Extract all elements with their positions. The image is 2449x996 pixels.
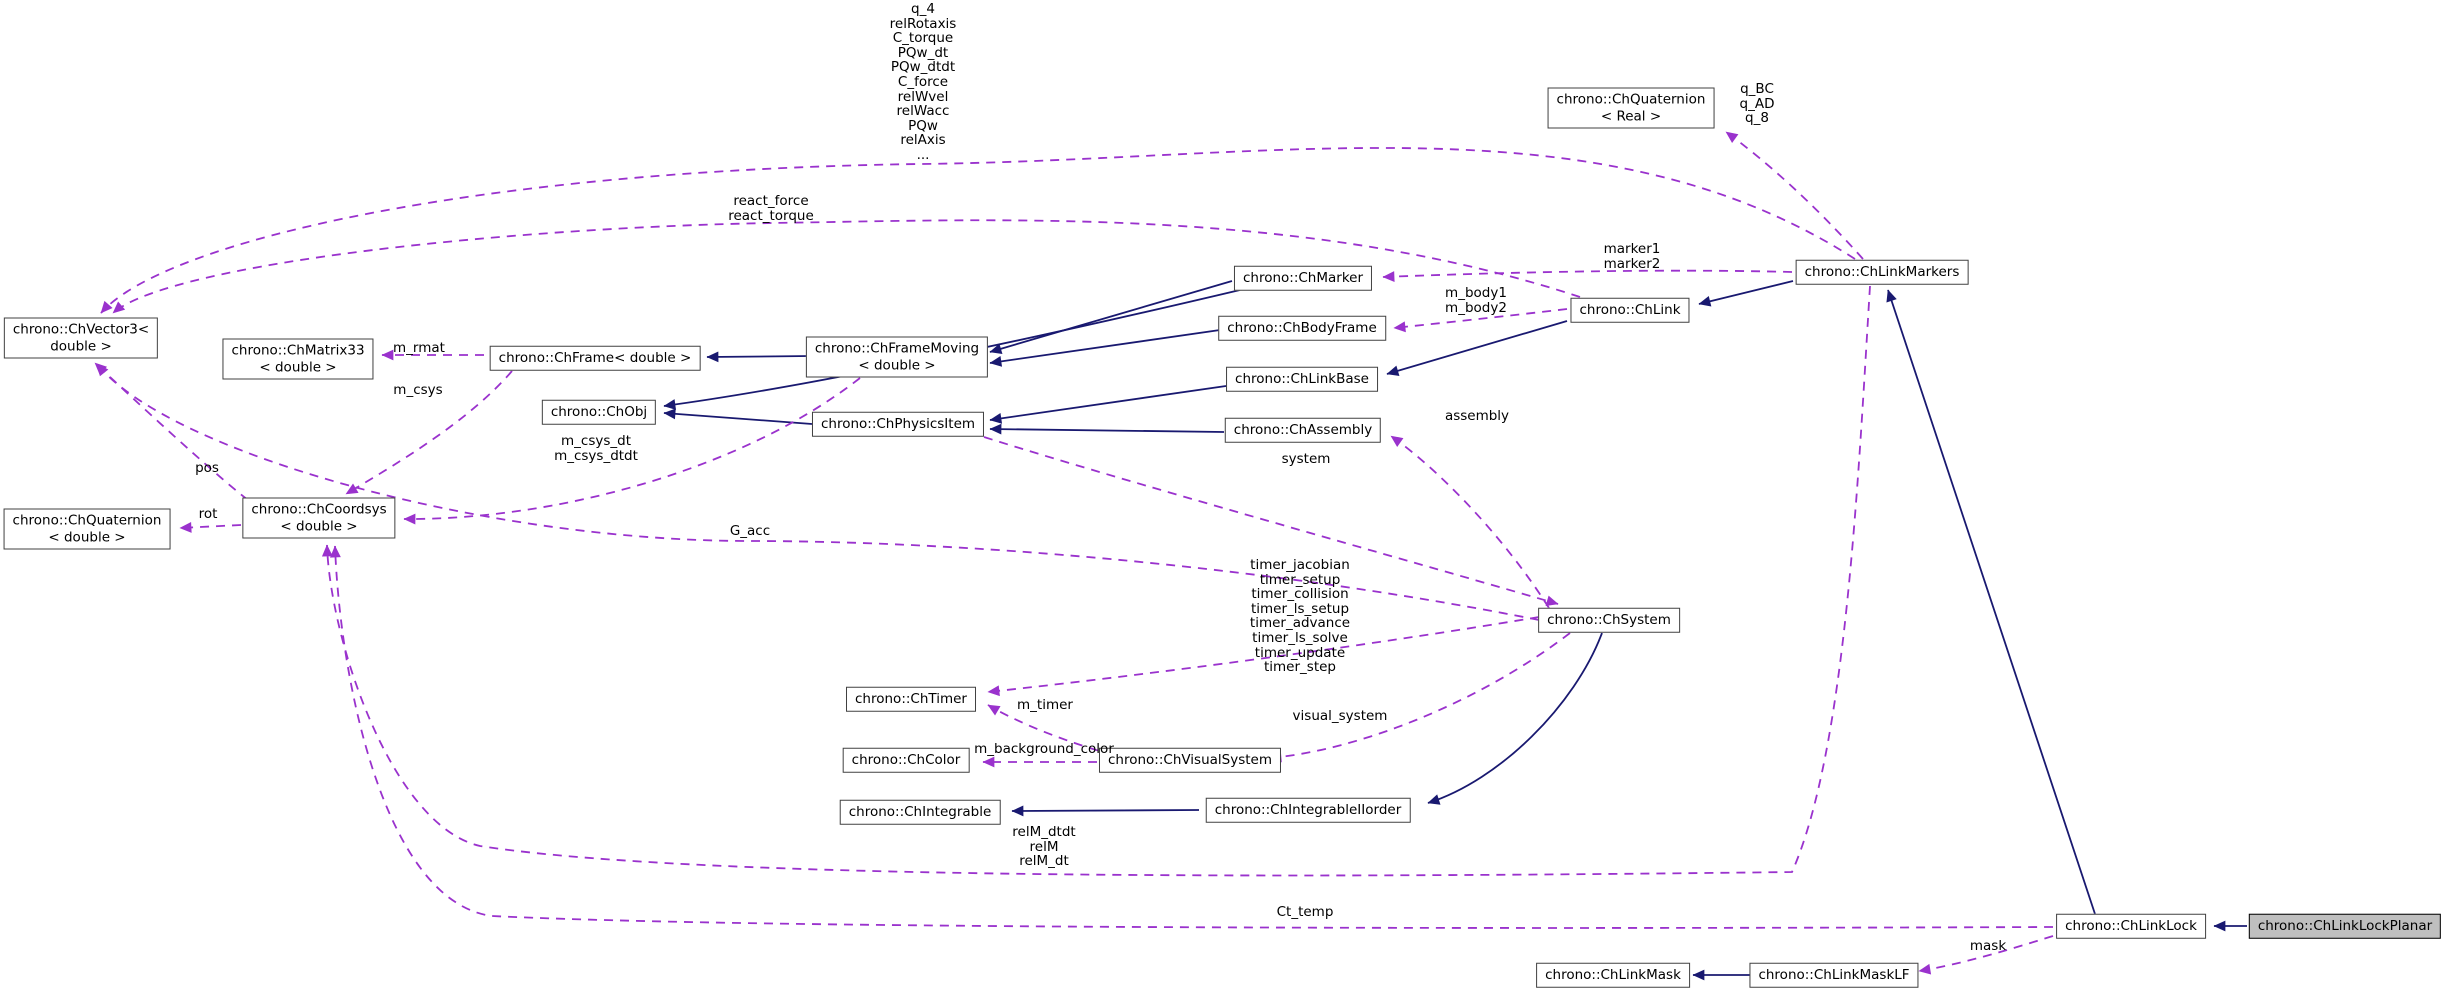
node-chobj[interactable] xyxy=(542,400,656,425)
node-chlink[interactable] xyxy=(1570,298,1689,323)
edge-label-line: mask xyxy=(1969,938,2007,954)
edge-label-line: PQw xyxy=(908,117,938,134)
node-label-line: chrono::ChVisualSystem xyxy=(1107,751,1273,768)
edge-label-m-background-color xyxy=(974,742,1114,757)
edge-label-line: m_timer xyxy=(1017,697,1073,713)
node-chlinklock[interactable] xyxy=(2056,914,2206,939)
node-chvisualsystem[interactable] xyxy=(1099,748,1281,773)
node-label-line: chrono::ChTimer xyxy=(855,690,967,707)
edge-label-line: Ct_temp xyxy=(1276,904,1334,920)
node-chquaternion_real[interactable] xyxy=(1548,88,1715,129)
node-label-line: chrono::ChFrame< double > xyxy=(498,349,692,366)
edge-label-line: timer_jacobian xyxy=(1250,557,1350,573)
edge-label-m-body xyxy=(1445,286,1507,315)
node-chintegrable[interactable] xyxy=(840,800,1001,825)
edge-label-line: m_csys xyxy=(393,382,443,398)
edge-label-g-acc xyxy=(730,524,770,539)
edge-label-marker12 xyxy=(1604,242,1661,271)
node-chmarker[interactable] xyxy=(1234,266,1372,291)
node-chlinklockplanar[interactable] xyxy=(2249,914,2441,939)
node-label-line: chrono::ChMatrix33 xyxy=(231,342,365,359)
node-label-line: chrono::ChIntegrable xyxy=(848,803,992,820)
edge-label-line: relAxis xyxy=(900,132,946,149)
node-chmatrix33[interactable] xyxy=(222,339,373,380)
edge-integrableii-to-integrable xyxy=(1012,810,1199,811)
edge-label-line: timer_advance xyxy=(1249,615,1351,632)
edge-label-line: react_force xyxy=(733,193,809,209)
node-label-line: chrono::ChFrameMoving xyxy=(814,340,980,357)
edge-label-line: relM_dtdt xyxy=(1012,824,1076,840)
edge-system-to-integrableii xyxy=(1428,633,1602,803)
edge-label-line: timer_collision xyxy=(1251,586,1349,603)
edge-linkmarkers-to-quaternion-real xyxy=(1726,132,1863,259)
edge-label-line: rot xyxy=(198,506,218,522)
node-label-line: < double > xyxy=(280,518,358,534)
edge-label-q-bc-ad-8 xyxy=(1740,82,1775,126)
node-label-line: chrono::ChBodyFrame xyxy=(1227,319,1377,336)
edge-label-assembly xyxy=(1445,409,1509,424)
node-label-line: chrono::ChLinkLock xyxy=(2065,917,2197,934)
node-chframe[interactable] xyxy=(490,346,701,371)
node-chtimer[interactable] xyxy=(846,687,976,712)
edge-system-to-assembly xyxy=(1391,436,1549,608)
edge-label-line: relWacc xyxy=(896,103,950,120)
node-label-line: chrono::ChCoordsys xyxy=(251,501,387,518)
edge-label-rot xyxy=(199,507,218,522)
edge-bodyframe-to-framemoving xyxy=(990,330,1220,363)
edge-linkmarkers-to-vector3-top xyxy=(101,148,1855,313)
node-chintegrableiiorder[interactable] xyxy=(1206,798,1411,823)
node-chcolor[interactable] xyxy=(843,748,970,773)
edge-label-line: m_background_color xyxy=(974,741,1114,757)
node-chcoordsys[interactable] xyxy=(242,498,395,539)
node-label-line: chrono::ChSystem xyxy=(1547,611,1671,628)
edge-label-line: ... xyxy=(916,146,930,163)
node-label-line: < double > xyxy=(48,529,126,545)
edge-label-line: m_body2 xyxy=(1445,299,1507,316)
edge-linkmarkers-to-coordsys-relm xyxy=(327,286,1870,875)
node-label-line: chrono::ChMarker xyxy=(1242,269,1364,286)
node-chlinkmask[interactable] xyxy=(1536,963,1690,988)
node-label-line: chrono::ChQuaternion xyxy=(1556,91,1706,108)
edge-label-line: react_torque xyxy=(728,207,814,224)
edge-label-ct-temp xyxy=(1277,905,1334,920)
edge-physicsitem-to-obj xyxy=(664,413,812,424)
edge-link-to-linkbase xyxy=(1387,321,1567,374)
edge-label-line: m_csys_dt xyxy=(560,433,631,449)
node-chlinkmasklf[interactable] xyxy=(1749,963,1918,988)
node-chlinkbase[interactable] xyxy=(1226,367,1378,392)
edge-label-line: assembly xyxy=(1444,408,1510,424)
edge-linkmarkers-to-link xyxy=(1699,281,1793,304)
edge-coordsys-to-quaternion xyxy=(180,525,241,528)
edge-label-line: q_AD xyxy=(1739,95,1775,112)
node-chframemoving[interactable] xyxy=(806,337,988,378)
edge-linklock-to-linkmarkers xyxy=(1888,290,2095,914)
node-chsystem[interactable] xyxy=(1538,608,1680,633)
edge-label-react xyxy=(728,194,814,223)
edge-label-line: G_acc xyxy=(729,523,771,539)
node-label-line: chrono::ChLink xyxy=(1579,301,1681,318)
edge-label-top-members xyxy=(890,2,957,163)
node-chquaternion_double[interactable] xyxy=(4,509,171,550)
edge-coordsys-to-vector3 xyxy=(95,363,248,500)
edge-label-timers xyxy=(1250,558,1350,675)
node-chlinkmarkers[interactable] xyxy=(1796,260,1969,285)
edge-label-line: relM_dt xyxy=(1019,853,1069,870)
edge-label-line: m_csys_dtdt xyxy=(554,447,638,464)
node-chvector3[interactable] xyxy=(4,318,158,359)
node-label-line: < double > xyxy=(259,359,337,375)
edge-label-line: timer_ls_setup xyxy=(1250,600,1350,617)
edge-label-m-rmat xyxy=(393,341,445,356)
node-chassembly[interactable] xyxy=(1225,418,1381,443)
node-label-line: double > xyxy=(50,338,112,354)
edge-label-line: q_4 xyxy=(911,1,935,17)
edge-label-pos xyxy=(195,461,219,476)
node-chbodyframe[interactable] xyxy=(1218,316,1386,341)
edge-label-line: PQw_dt xyxy=(897,44,949,61)
edge-linkmarkers-to-marker xyxy=(1383,271,1792,277)
node-label-line: chrono::ChLinkMask xyxy=(1545,966,1681,983)
edge-label-line: system xyxy=(1281,451,1331,467)
edge-label-line: timer_update xyxy=(1254,644,1346,661)
edge-label-line: marker2 xyxy=(1603,255,1661,272)
node-label-line: chrono::ChPhysicsItem xyxy=(820,415,976,432)
node-label-line: chrono::ChLinkLockPlanar xyxy=(2257,917,2433,934)
node-label-line: chrono::ChVector3< xyxy=(12,321,150,338)
node-label-line: chrono::ChLinkBase xyxy=(1235,370,1369,387)
node-chphysicsitem[interactable] xyxy=(812,412,984,437)
node-label-line: chrono::ChQuaternion xyxy=(12,512,162,529)
edge-label-line: m_body1 xyxy=(1445,285,1507,301)
edge-label-line: relWvel xyxy=(897,88,949,105)
edge-label-visual-system xyxy=(1293,709,1388,724)
node-label-line: chrono::ChObj xyxy=(550,403,648,420)
edge-label-m-csys xyxy=(393,383,442,398)
node-label-line: < double > xyxy=(858,357,936,373)
edge-linkbase-to-physicsitem xyxy=(990,386,1226,420)
edge-label-line: relM xyxy=(1029,838,1059,855)
edge-label-line: marker1 xyxy=(1603,241,1661,257)
node-label-line: chrono::ChAssembly xyxy=(1233,421,1373,438)
node-label-line: < Real > xyxy=(1600,108,1662,124)
edge-label-line: timer_step xyxy=(1263,659,1337,676)
edge-framemoving-to-frame xyxy=(707,356,812,357)
edge-label-mask xyxy=(1970,939,2006,954)
edge-linklock-to-coordsys-ct xyxy=(335,546,2053,928)
edge-label-system xyxy=(1282,452,1331,467)
edge-label-line: timer_setup xyxy=(1259,571,1341,588)
node-label-line: chrono::ChLinkMarkers xyxy=(1804,263,1960,280)
edge-label-line: timer_ls_solve xyxy=(1252,629,1348,646)
edge-label-line: PQw_dtdt xyxy=(890,59,956,76)
edge-assembly-to-physicsitem xyxy=(990,429,1224,432)
node-label-line: chrono::ChIntegrableIIorder xyxy=(1214,801,1402,818)
edge-label-line: q_8 xyxy=(1745,110,1769,127)
edge-label-line: visual_system xyxy=(1292,708,1388,724)
edge-marker-to-framemoving xyxy=(990,281,1232,352)
edge-label-line: pos xyxy=(195,460,219,476)
edge-label-m-csys-dt xyxy=(554,434,638,463)
node-label-line: chrono::ChLinkMaskLF xyxy=(1758,966,1910,983)
edge-label-relm xyxy=(1012,825,1075,869)
edge-label-line: m_rmat xyxy=(393,340,445,356)
edge-label-line: relRotaxis xyxy=(889,15,957,32)
node-label-line: chrono::ChColor xyxy=(851,751,961,768)
edge-label-line: C_force xyxy=(897,73,949,90)
edge-label-line: q_BC xyxy=(1740,81,1774,97)
edge-label-line: C_torque xyxy=(892,30,954,47)
edge-label-m-timer xyxy=(1017,698,1073,713)
